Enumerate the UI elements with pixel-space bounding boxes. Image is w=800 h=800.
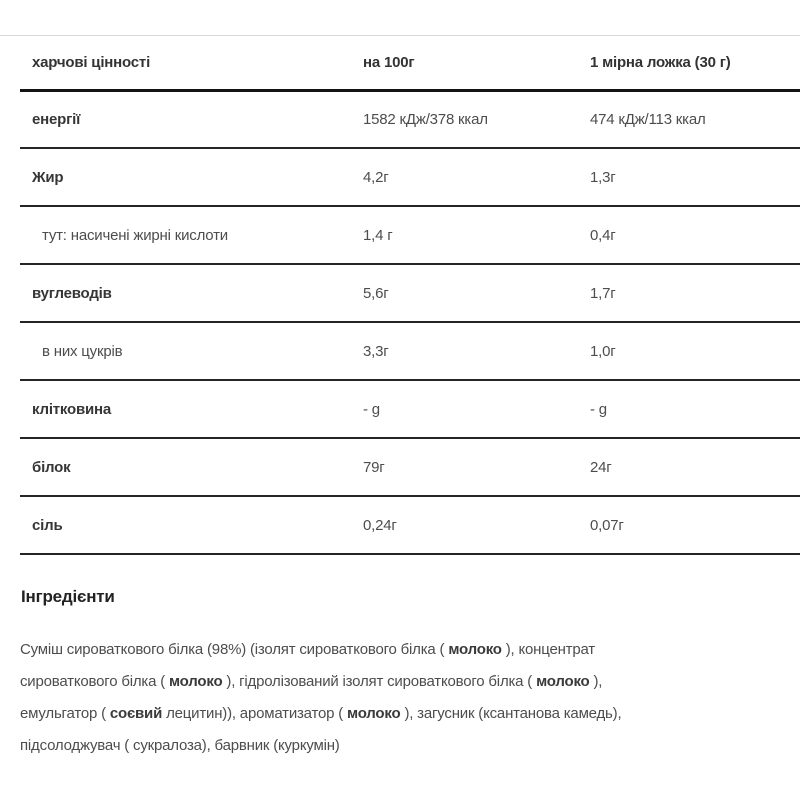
nutrient-label: тут: насичені жирні кислоти [42,226,228,244]
value-per-100g: 4,2г [363,168,389,186]
table-row [20,206,800,264]
ingredients-text: лецитин)), ароматизатор ( [162,705,348,722]
ingredients-text: Суміш сироваткового білка (98%) (ізолят сироваткового білка ( [20,641,449,658]
ingredients-text: емульгатор ( [20,705,110,722]
ingredients-heading: Інгредієнти [21,587,115,606]
value-per-scoop: 474 кДж/113 ккал [590,110,706,128]
value-per-scoop: 0,4г [590,226,616,244]
value-per-100g: 1582 кДж/378 ккал [363,110,488,128]
nutrient-label: сіль [32,516,63,534]
ingredients-paragraph [20,634,795,762]
header-per-scoop: 1 мірна ложка (30 г) [590,53,731,71]
header-nutrition-values: харчові цінності [32,53,151,71]
nutrient-label: енергії [32,110,81,128]
value-per-scoop: 0,07г [590,516,624,534]
ingredients-line [20,634,795,666]
allergen-emphasis: молоко [536,673,590,690]
nutrient-label: білок [32,458,71,476]
ingredients-text: підсолоджувач ( сукралоза), барвник (куркумін) [20,737,340,754]
value-per-100g: 5,6г [363,284,389,302]
ingredients-line [20,730,795,762]
nutrition-facts-table [20,36,800,555]
value-per-scoop: - g [590,400,607,418]
ingredients-text: ), [589,673,603,690]
value-per-scoop: 1,3г [590,168,616,186]
value-per-100g: 0,24г [363,516,397,534]
value-per-scoop: 1,0г [590,342,616,360]
ingredients-line [20,698,795,730]
table-header-row [20,36,800,90]
ingredients-text: ), гідролізований ізолят сироваткового білка ( [222,673,537,690]
table-row [20,264,800,322]
nutrition-table-body [20,90,800,554]
nutrient-label: Жир [32,168,64,186]
ingredients-line [20,666,795,698]
allergen-emphasis: соєвий [109,705,163,722]
nutrient-label: вуглеводів [32,284,112,302]
table-row [20,496,800,554]
allergen-emphasis: молоко [347,705,401,722]
table-row [20,380,800,438]
ingredients-text: ), концентрат [501,641,595,658]
allergen-emphasis: молоко [168,673,223,690]
header-per-100g: на 100г [363,53,415,71]
table-row [20,148,800,206]
value-per-100g: 79г [363,458,385,476]
ingredients-text: ), загусник (ксантанова камедь), [400,705,622,722]
value-per-100g: - g [363,400,380,418]
value-per-100g: 1,4 г [363,226,393,244]
table-row [20,90,800,148]
table-row [20,438,800,496]
nutrient-label: клітковина [32,400,112,418]
nutrient-label: в них цукрів [42,342,123,360]
value-per-scoop: 24г [590,458,612,476]
allergen-emphasis: молоко [448,641,502,658]
value-per-scoop: 1,7г [590,284,616,302]
table-row [20,322,800,380]
ingredients-text: сироваткового білка ( [20,673,169,690]
value-per-100g: 3,3г [363,342,389,360]
